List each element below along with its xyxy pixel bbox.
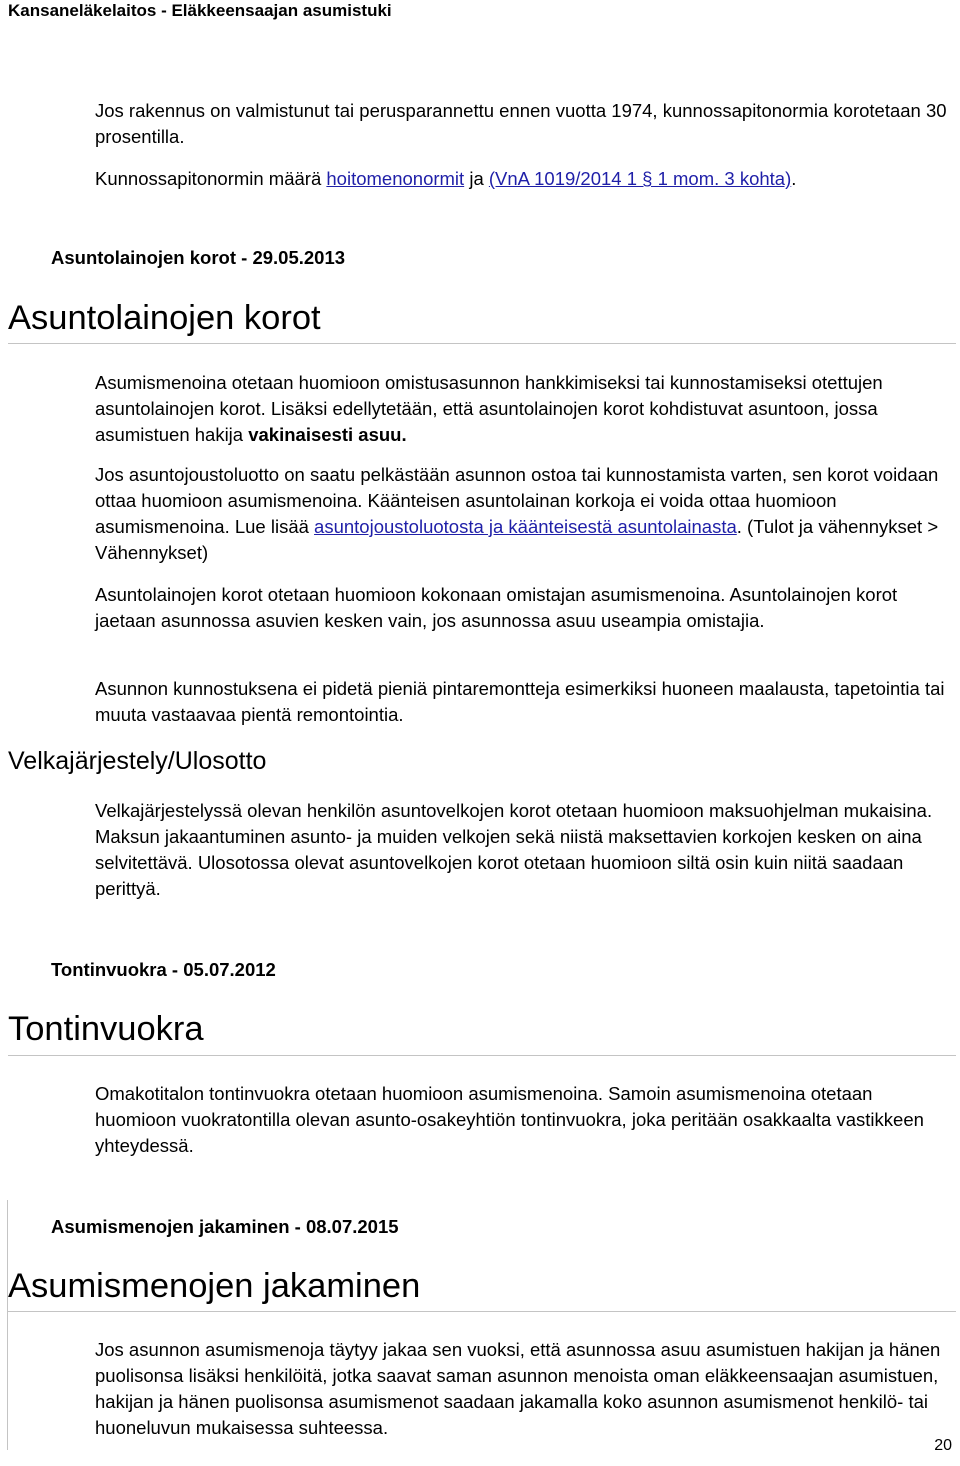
section-subtitle-loans: Asuntolainojen korot - 29.05.2013 bbox=[51, 247, 346, 268]
left-border-line bbox=[7, 1200, 8, 1450]
section-title-plot: Tontinvuokra bbox=[8, 1010, 204, 1048]
paragraph-loans-2 bbox=[95, 462, 957, 566]
section-title-loans: Asuntolainojen korot bbox=[8, 299, 321, 337]
link-vna-decree[interactable]: (VnA 1019/2014 1 § 1 mom. 3 kohta) bbox=[488, 168, 792, 189]
section-divider bbox=[8, 1055, 956, 1056]
paragraph-plot: Omakotitalon tontinvuokra otetaan huomioon asumismenoina. Samoin asumismenoina otetaan huomioon vuokratontilla olevan asunto-osakeyhtiön tontinvuokra, joka peritään osakkaalta vastikkeen yhteydessä. bbox=[95, 1083, 924, 1156]
paragraph-text: Jos asuntojoustoluotto on saatu pelkästään asunnon ostoa tai kunnostamista varten, sen korot voidaan ottaa huomioon asumismenoina. Käänteisen asuntolainan korkoja ei voida ottaa huomioon asumismenoina. Lue lisää bbox=[95, 464, 939, 537]
link-hoitomenonormit[interactable]: hoitomenonormit bbox=[326, 168, 465, 189]
running-header: Kansaneläkelaitos - Eläkkeensaajan asumistuki bbox=[8, 1, 392, 20]
emphasis-text: vakinaisesti asuu. bbox=[248, 424, 407, 445]
paragraph-loans-3: Asuntolainojen korot otetaan huomioon kokonaan omistajan asumismenoina. Asuntolainojen korot jaetaan asunnossa asuvien kesken vain, jos asunnossa asuu useampia omistajia. bbox=[95, 584, 898, 631]
paragraph-text: Asumismenoina otetaan huomioon omistusasunnon hankkimiseksi tai kunnostamiseksi otettujen asuntolainojen korot. Lisäksi edellytetään, että asuntolainojen korot kohdistuvat asuntoon, jossa asumistuen hakija bbox=[95, 372, 883, 445]
paragraph-text: Kunnossapitonormin määrä bbox=[95, 168, 322, 189]
paragraph-text: ja bbox=[469, 168, 484, 189]
paragraph-loans-4: Asunnon kunnostuksena ei pidetä pieniä pintaremontteja esimerkiksi huoneen maalausta, tapetointia tai muuta vastaavaa pientä remontointia. bbox=[95, 678, 945, 725]
section-divider bbox=[8, 343, 956, 344]
section-subtitle-plot: Tontinvuokra - 05.07.2012 bbox=[51, 959, 276, 980]
paragraph-renovation: Jos rakennus on valmistunut tai perusparannettu ennen vuotta 1974, kunnossapitonormia korotetaan 30 prosentilla. bbox=[95, 100, 947, 147]
section-title-sharing: Asumismenojen jakaminen bbox=[8, 1267, 421, 1305]
paragraph-loans-1 bbox=[95, 370, 957, 448]
section-subtitle-sharing: Asumismenojen jakaminen - 08.07.2015 bbox=[51, 1216, 399, 1237]
paragraph-text: . bbox=[791, 168, 797, 189]
paragraph-maintenance-norm bbox=[95, 166, 957, 192]
paragraph-sharing: Jos asunnon asumismenoja täytyy jakaa sen vuoksi, että asunnossa asuu asumistuen hakijan ja hänen puolisonsa lisäksi henkilöitä, jotka saavat saman asunnon menoista oman eläkkeensaajan asumistuen, hakijan ja hänen puolisonsa asumismenot saadaan jakamalla koko asunnon asumismenot henkilö- tai huoneluvun mukaisessa suhteessa. bbox=[95, 1339, 941, 1438]
link-flexible-loan[interactable]: asuntojoustoluotosta ja käänteisestä asuntolainasta bbox=[314, 516, 737, 537]
paragraph-text: . (Tulot ja vähennykset > Vähennykset) bbox=[95, 516, 939, 563]
section-divider bbox=[8, 1311, 956, 1312]
section-title-debt: Velkajärjestely/Ulosotto bbox=[8, 747, 267, 775]
paragraph-debt: Velkajärjestelyssä olevan henkilön asuntovelkojen korot otetaan huomioon maksuohjelman mukaisina. Maksun jakaantuminen asunto- ja muiden velkojen sekä niistä maksettavien korkojen kesken on aina selvitettävä. Ulosotossa olevat asuntovelkojen korot otetaan huomioon siltä osin kuin niitä saadaan perittyä. bbox=[95, 800, 933, 899]
page-number: 20 bbox=[934, 1437, 952, 1454]
